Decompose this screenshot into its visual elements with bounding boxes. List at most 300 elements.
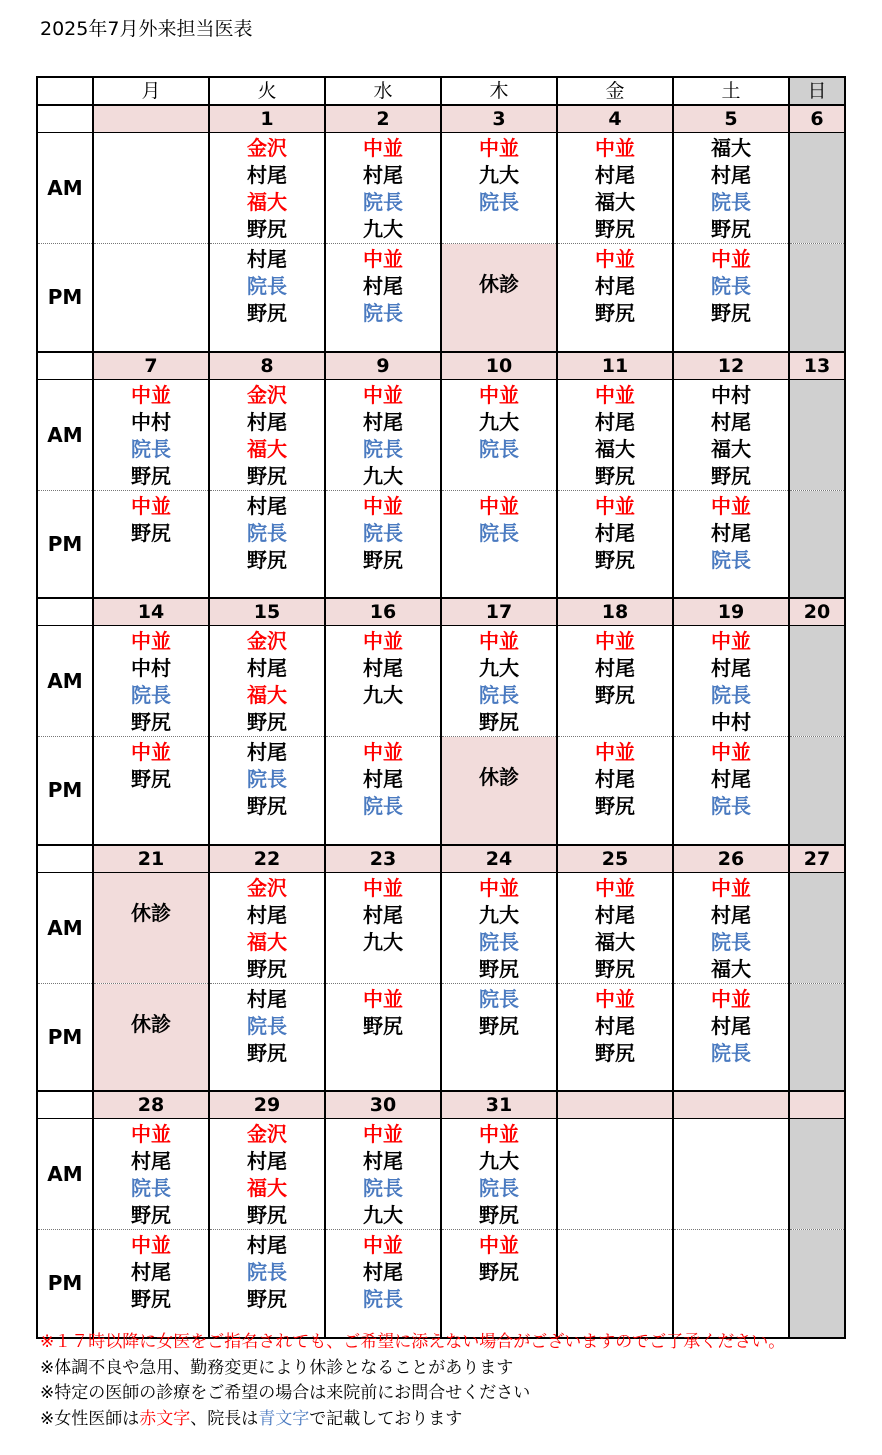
doctor-name: 院長 bbox=[247, 274, 287, 298]
doctor-name: 村尾 bbox=[363, 274, 403, 298]
am-row bbox=[37, 379, 845, 490]
doctor-name: 中並 bbox=[131, 740, 171, 764]
doctor-name: 村尾 bbox=[711, 902, 751, 927]
weekday-mon: 月 bbox=[93, 77, 209, 105]
doctor-name: 中並 bbox=[595, 986, 635, 1011]
pm-slot-mon bbox=[93, 490, 209, 598]
legend-text-c: で記載しております bbox=[309, 1408, 463, 1429]
doctor-name: 村尾 bbox=[247, 986, 287, 1011]
am-slot-wed bbox=[325, 872, 441, 983]
pm-slot-sat bbox=[673, 1230, 789, 1338]
doctor-name: 中並 bbox=[595, 493, 635, 518]
date-row bbox=[37, 105, 845, 133]
pm-slot-mon bbox=[93, 1230, 209, 1338]
doctor-name: 中並 bbox=[131, 493, 171, 518]
pm-row bbox=[37, 737, 845, 845]
doctor-name: 院長 bbox=[131, 1176, 171, 1200]
am-slot-fri bbox=[557, 626, 673, 737]
date-cell-wed: 23 bbox=[325, 845, 441, 873]
date-row bbox=[37, 598, 845, 626]
doctor-name: 九大 bbox=[479, 902, 519, 927]
date-cell-sat bbox=[673, 1091, 789, 1119]
weekday-sat: 土 bbox=[673, 77, 789, 105]
note-closure: ※体調不良や急用、勤務変更により休診となることがあります bbox=[40, 1357, 514, 1378]
weekday-header-row bbox=[37, 77, 845, 105]
notes bbox=[40, 1330, 785, 1432]
doctor-name: 中村 bbox=[711, 710, 751, 734]
weekday-sun: 日 bbox=[789, 77, 845, 105]
doctor-name: 福大 bbox=[595, 190, 635, 214]
pm-slot-thu bbox=[441, 983, 557, 1091]
pm-row bbox=[37, 1230, 845, 1338]
doctor-name: 院長 bbox=[479, 436, 519, 461]
doctor-name: 野尻 bbox=[363, 1013, 403, 1038]
doctor-name: 中並 bbox=[131, 629, 171, 653]
am-slot-wed bbox=[325, 379, 441, 490]
am-slot-sat bbox=[673, 379, 789, 490]
am-slot-tue bbox=[209, 1119, 325, 1230]
date-cell-sun bbox=[789, 1091, 845, 1119]
doctor-name: 院長 bbox=[711, 274, 751, 298]
doctor-name: 院長 bbox=[479, 520, 519, 545]
date-row-label-cell bbox=[37, 352, 93, 380]
doctor-name: 村尾 bbox=[363, 163, 403, 187]
am-slot-sun bbox=[789, 1119, 845, 1230]
doctor-name: 村尾 bbox=[595, 767, 635, 791]
doctor-name: 中並 bbox=[363, 740, 403, 764]
am-slot-sun bbox=[789, 133, 845, 244]
doctor-name: 野尻 bbox=[131, 463, 171, 488]
doctor-name: 野尻 bbox=[247, 217, 287, 241]
pm-slot-tue bbox=[209, 983, 325, 1091]
am-slot-thu bbox=[441, 133, 557, 244]
doctor-name: 中並 bbox=[595, 875, 635, 900]
closed-label: 休診 bbox=[479, 272, 519, 296]
doctor-name: 野尻 bbox=[595, 1040, 635, 1065]
doctor-name: 中並 bbox=[595, 136, 635, 160]
doctor-name: 中並 bbox=[711, 629, 751, 653]
doctor-name: 村尾 bbox=[247, 409, 287, 434]
doctor-name: 金沢 bbox=[247, 1122, 287, 1146]
doctor-name: 中並 bbox=[363, 247, 403, 271]
pm-slot-mon bbox=[93, 244, 209, 352]
date-row bbox=[37, 845, 845, 873]
pm-slot-tue bbox=[209, 1230, 325, 1338]
doctor-name: 院長 bbox=[711, 547, 751, 572]
doctor-name: 九大 bbox=[479, 163, 519, 187]
doctor-name: 村尾 bbox=[711, 767, 751, 791]
weekday-tue: 火 bbox=[209, 77, 325, 105]
doctor-name: 野尻 bbox=[247, 547, 287, 572]
doctor-name: 野尻 bbox=[595, 547, 635, 572]
pm-slot-wed bbox=[325, 737, 441, 845]
date-cell-fri: 18 bbox=[557, 598, 673, 626]
date-cell-sun: 27 bbox=[789, 845, 845, 873]
doctor-name: 中並 bbox=[595, 740, 635, 764]
pm-slot-thu bbox=[441, 244, 557, 352]
doctor-name: 村尾 bbox=[363, 767, 403, 791]
pm-slot-mon bbox=[93, 983, 209, 1091]
pm-slot-sat bbox=[673, 983, 789, 1091]
am-slot-thu bbox=[441, 1119, 557, 1230]
date-cell-fri: 25 bbox=[557, 845, 673, 873]
doctor-name: 中並 bbox=[479, 382, 519, 407]
legend-blue-text: 青文字 bbox=[258, 1408, 310, 1429]
date-cell-sat: 26 bbox=[673, 845, 789, 873]
doctor-name: 中村 bbox=[711, 382, 751, 407]
date-row bbox=[37, 352, 845, 380]
pm-slot-sun bbox=[789, 490, 845, 598]
doctor-name: 院長 bbox=[711, 929, 751, 954]
note-specific-doctor: ※特定の医師の診療をご希望の場合は来院前にお問合せください bbox=[40, 1383, 531, 1403]
doctor-name: 中村 bbox=[131, 409, 171, 434]
doctor-name: 野尻 bbox=[131, 520, 171, 545]
doctor-name: 金沢 bbox=[247, 629, 287, 653]
doctor-name: 野尻 bbox=[595, 301, 635, 325]
pm-slot-sun bbox=[789, 1230, 845, 1338]
doctor-name: 中並 bbox=[479, 629, 519, 653]
doctor-name: 村尾 bbox=[711, 656, 751, 680]
am-slot-thu bbox=[441, 379, 557, 490]
pm-slot-fri bbox=[557, 1230, 673, 1338]
am-label: AM bbox=[37, 626, 93, 737]
doctor-name: 村尾 bbox=[595, 1013, 635, 1038]
am-slot-fri bbox=[557, 1119, 673, 1230]
doctor-name: 福大 bbox=[711, 956, 751, 981]
date-cell-wed: 30 bbox=[325, 1091, 441, 1119]
doctor-name: 村尾 bbox=[595, 163, 635, 187]
doctor-name: 院長 bbox=[479, 190, 519, 214]
doctor-name: 野尻 bbox=[479, 1013, 519, 1038]
doctor-name: 野尻 bbox=[247, 1287, 287, 1311]
doctor-name: 金沢 bbox=[247, 875, 287, 900]
doctor-name: 村尾 bbox=[711, 520, 751, 545]
doctor-name: 村尾 bbox=[247, 1233, 287, 1257]
doctor-name: 中並 bbox=[363, 493, 403, 518]
doctor-name: 村尾 bbox=[363, 1260, 403, 1284]
am-slot-fri bbox=[557, 379, 673, 490]
am-slot-fri bbox=[557, 872, 673, 983]
doctor-name: 院長 bbox=[363, 436, 403, 461]
doctor-name: 九大 bbox=[363, 683, 403, 707]
am-slot-mon bbox=[93, 379, 209, 490]
doctor-name: 院長 bbox=[711, 1040, 751, 1065]
corner-cell bbox=[37, 77, 93, 105]
date-cell-tue: 15 bbox=[209, 598, 325, 626]
am-slot-mon bbox=[93, 626, 209, 737]
pm-label: PM bbox=[37, 490, 93, 598]
doctor-name: 村尾 bbox=[595, 656, 635, 680]
doctor-name: 中並 bbox=[131, 1233, 171, 1257]
pm-slot-fri bbox=[557, 244, 673, 352]
doctor-name: 中並 bbox=[479, 1122, 519, 1146]
pm-slot-sat bbox=[673, 244, 789, 352]
pm-slot-wed bbox=[325, 490, 441, 598]
pm-slot-wed bbox=[325, 983, 441, 1091]
doctor-name: 野尻 bbox=[131, 710, 171, 734]
closed-label: 休診 bbox=[131, 1011, 171, 1036]
date-row-label-cell bbox=[37, 1091, 93, 1119]
doctor-name: 野尻 bbox=[479, 1260, 519, 1284]
doctor-name: 野尻 bbox=[131, 1203, 171, 1227]
doctor-name: 中並 bbox=[711, 247, 751, 271]
doctor-name: 院長 bbox=[479, 986, 519, 1011]
doctor-name: 村尾 bbox=[131, 1260, 171, 1284]
doctor-name: 院長 bbox=[247, 520, 287, 545]
date-cell-mon: 28 bbox=[93, 1091, 209, 1119]
doctor-name: 村尾 bbox=[363, 1149, 403, 1173]
doctor-name: 中並 bbox=[711, 986, 751, 1011]
doctor-name: 福大 bbox=[595, 929, 635, 954]
weekday-fri: 金 bbox=[557, 77, 673, 105]
legend-text-a: ※女性医師は bbox=[40, 1408, 140, 1429]
legend-red-text: 赤文字 bbox=[139, 1408, 191, 1429]
am-slot-thu bbox=[441, 626, 557, 737]
doctor-name: 金沢 bbox=[247, 382, 287, 407]
date-cell-mon: 7 bbox=[93, 352, 209, 380]
am-slot-sat bbox=[673, 626, 789, 737]
doctor-name: 村尾 bbox=[247, 163, 287, 187]
doctor-name: 野尻 bbox=[595, 463, 635, 488]
pm-slot-sun bbox=[789, 737, 845, 845]
doctor-name: 野尻 bbox=[595, 956, 635, 981]
doctor-name: 野尻 bbox=[131, 767, 171, 791]
am-slot-thu bbox=[441, 872, 557, 983]
doctor-name: 中並 bbox=[595, 382, 635, 407]
doctor-name: 中並 bbox=[479, 493, 519, 518]
pm-slot-sun bbox=[789, 983, 845, 1091]
date-cell-fri: 11 bbox=[557, 352, 673, 380]
date-cell-tue: 22 bbox=[209, 845, 325, 873]
doctor-name: 野尻 bbox=[479, 1203, 519, 1227]
am-label: AM bbox=[37, 133, 93, 244]
doctor-name: 野尻 bbox=[479, 956, 519, 981]
am-slot-wed bbox=[325, 133, 441, 244]
pm-slot-wed bbox=[325, 1230, 441, 1338]
pm-row bbox=[37, 490, 845, 598]
date-cell-mon bbox=[93, 105, 209, 133]
doctor-name: 院長 bbox=[363, 301, 403, 325]
doctor-name: 院長 bbox=[131, 436, 171, 461]
doctor-name: 院長 bbox=[363, 1176, 403, 1200]
date-cell-fri bbox=[557, 1091, 673, 1119]
doctor-name: 村尾 bbox=[595, 409, 635, 434]
am-slot-tue bbox=[209, 379, 325, 490]
doctor-name: 野尻 bbox=[247, 463, 287, 488]
date-cell-wed: 2 bbox=[325, 105, 441, 133]
pm-slot-sat bbox=[673, 490, 789, 598]
pm-label: PM bbox=[37, 1230, 93, 1338]
doctor-name: 院長 bbox=[131, 683, 171, 707]
date-cell-fri: 4 bbox=[557, 105, 673, 133]
doctor-name: 福大 bbox=[711, 436, 751, 461]
doctor-name: 中並 bbox=[363, 1122, 403, 1146]
date-cell-sun: 6 bbox=[789, 105, 845, 133]
am-slot-mon bbox=[93, 872, 209, 983]
am-slot-sun bbox=[789, 626, 845, 737]
closed-label: 休診 bbox=[131, 900, 171, 925]
doctor-name: 院長 bbox=[711, 794, 751, 818]
pm-slot-tue bbox=[209, 244, 325, 352]
doctor-name: 中並 bbox=[363, 136, 403, 160]
date-cell-tue: 29 bbox=[209, 1091, 325, 1119]
doctor-name: 野尻 bbox=[247, 1203, 287, 1227]
doctor-name: 野尻 bbox=[247, 1040, 287, 1065]
doctor-name: 院長 bbox=[247, 1013, 287, 1038]
doctor-name: 院長 bbox=[479, 683, 519, 707]
date-cell-sun: 20 bbox=[789, 598, 845, 626]
doctor-name: 中並 bbox=[595, 247, 635, 271]
doctor-name: 野尻 bbox=[247, 301, 287, 325]
am-slot-sun bbox=[789, 379, 845, 490]
date-cell-sat: 19 bbox=[673, 598, 789, 626]
doctor-name: 野尻 bbox=[595, 683, 635, 707]
am-slot-tue bbox=[209, 133, 325, 244]
doctor-name: 野尻 bbox=[247, 710, 287, 734]
pm-label: PM bbox=[37, 244, 93, 352]
doctor-name: 院長 bbox=[247, 1260, 287, 1284]
date-cell-mon: 14 bbox=[93, 598, 209, 626]
date-cell-sat: 12 bbox=[673, 352, 789, 380]
doctor-name: 野尻 bbox=[711, 301, 751, 325]
doctor-name: 野尻 bbox=[711, 463, 751, 488]
doctor-name: 村尾 bbox=[247, 656, 287, 680]
date-row-label-cell bbox=[37, 598, 93, 626]
doctor-name: 中並 bbox=[711, 493, 751, 518]
pm-slot-sat bbox=[673, 737, 789, 845]
doctor-name: 中並 bbox=[363, 1233, 403, 1257]
date-cell-thu: 10 bbox=[441, 352, 557, 380]
page-title: 2025年7月外来担当医表 bbox=[40, 18, 253, 40]
doctor-name: 院長 bbox=[711, 190, 751, 214]
date-cell-tue: 1 bbox=[209, 105, 325, 133]
doctor-name: 中並 bbox=[479, 136, 519, 160]
date-cell-thu: 3 bbox=[441, 105, 557, 133]
am-slot-tue bbox=[209, 626, 325, 737]
am-slot-wed bbox=[325, 1119, 441, 1230]
am-label: AM bbox=[37, 1119, 93, 1230]
pm-label: PM bbox=[37, 737, 93, 845]
doctor-name: 院長 bbox=[363, 794, 403, 818]
weekday-wed: 水 bbox=[325, 77, 441, 105]
doctor-name: 九大 bbox=[479, 656, 519, 680]
doctor-name: 院長 bbox=[479, 929, 519, 954]
doctor-name: 福大 bbox=[247, 1176, 287, 1200]
date-cell-mon: 21 bbox=[93, 845, 209, 873]
doctor-name: 野尻 bbox=[247, 794, 287, 818]
doctor-name: 村尾 bbox=[595, 902, 635, 927]
date-cell-sat: 5 bbox=[673, 105, 789, 133]
doctor-name: 村尾 bbox=[711, 409, 751, 434]
pm-slot-thu bbox=[441, 490, 557, 598]
date-cell-thu: 24 bbox=[441, 845, 557, 873]
closed-label: 休診 bbox=[479, 765, 519, 789]
pm-row bbox=[37, 983, 845, 1091]
am-slot-wed bbox=[325, 626, 441, 737]
doctor-name: 村尾 bbox=[247, 247, 287, 271]
am-slot-sat bbox=[673, 1119, 789, 1230]
doctor-name: 九大 bbox=[363, 463, 403, 488]
doctor-name: 野尻 bbox=[711, 217, 751, 241]
doctor-name: 中並 bbox=[131, 1122, 171, 1146]
doctor-name: 野尻 bbox=[131, 1287, 171, 1311]
date-row bbox=[37, 1091, 845, 1119]
doctor-name: 金沢 bbox=[247, 136, 287, 160]
am-row bbox=[37, 872, 845, 983]
date-cell-wed: 9 bbox=[325, 352, 441, 380]
doctor-name: 村尾 bbox=[247, 1149, 287, 1173]
doctor-name: 九大 bbox=[363, 929, 403, 954]
doctor-name: 中並 bbox=[363, 875, 403, 900]
doctor-name: 院長 bbox=[711, 683, 751, 707]
doctor-name: 院長 bbox=[479, 1176, 519, 1200]
am-label: AM bbox=[37, 379, 93, 490]
pm-slot-fri bbox=[557, 983, 673, 1091]
pm-slot-tue bbox=[209, 737, 325, 845]
doctor-name: 村尾 bbox=[247, 493, 287, 518]
date-cell-tue: 8 bbox=[209, 352, 325, 380]
date-row-label-cell bbox=[37, 105, 93, 133]
doctor-name: 福大 bbox=[595, 436, 635, 461]
pm-label: PM bbox=[37, 983, 93, 1091]
am-label: AM bbox=[37, 872, 93, 983]
doctor-name: 野尻 bbox=[479, 710, 519, 734]
pm-slot-wed bbox=[325, 244, 441, 352]
doctor-name: 中並 bbox=[363, 629, 403, 653]
am-row bbox=[37, 133, 845, 244]
doctor-name: 院長 bbox=[363, 520, 403, 545]
pm-slot-thu bbox=[441, 737, 557, 845]
doctor-name: 九大 bbox=[363, 1203, 403, 1227]
pm-slot-thu bbox=[441, 1230, 557, 1338]
doctor-name: 村尾 bbox=[595, 274, 635, 298]
doctor-name: 中並 bbox=[363, 382, 403, 407]
doctor-name: 院長 bbox=[363, 1287, 403, 1311]
doctor-name: 村尾 bbox=[363, 656, 403, 680]
doctor-name: 村尾 bbox=[595, 520, 635, 545]
doctor-name: 九大 bbox=[479, 409, 519, 434]
doctor-name: 福大 bbox=[247, 190, 287, 214]
date-cell-thu: 31 bbox=[441, 1091, 557, 1119]
date-row-label-cell bbox=[37, 845, 93, 873]
schedule-table bbox=[36, 76, 846, 1339]
pm-slot-tue bbox=[209, 490, 325, 598]
doctor-name: 九大 bbox=[363, 217, 403, 241]
date-cell-wed: 16 bbox=[325, 598, 441, 626]
doctor-name: 村尾 bbox=[131, 1149, 171, 1173]
doctor-name: 野尻 bbox=[595, 794, 635, 818]
doctor-name: 院長 bbox=[247, 767, 287, 791]
doctor-name: 村尾 bbox=[363, 902, 403, 927]
note-color-legend bbox=[40, 1407, 785, 1433]
am-slot-fri bbox=[557, 133, 673, 244]
am-row bbox=[37, 626, 845, 737]
am-slot-sat bbox=[673, 872, 789, 983]
am-row bbox=[37, 1119, 845, 1230]
doctor-name: 中並 bbox=[363, 986, 403, 1011]
doctor-name: 福大 bbox=[247, 683, 287, 707]
pm-slot-fri bbox=[557, 490, 673, 598]
weekday-thu: 木 bbox=[441, 77, 557, 105]
doctor-name: 村尾 bbox=[247, 740, 287, 764]
doctor-name: 中並 bbox=[595, 629, 635, 653]
doctor-name: 院長 bbox=[363, 190, 403, 214]
date-cell-sun: 13 bbox=[789, 352, 845, 380]
doctor-name: 野尻 bbox=[247, 956, 287, 981]
doctor-name: 九大 bbox=[479, 1149, 519, 1173]
doctor-name: 村尾 bbox=[247, 902, 287, 927]
doctor-name: 村尾 bbox=[711, 1013, 751, 1038]
